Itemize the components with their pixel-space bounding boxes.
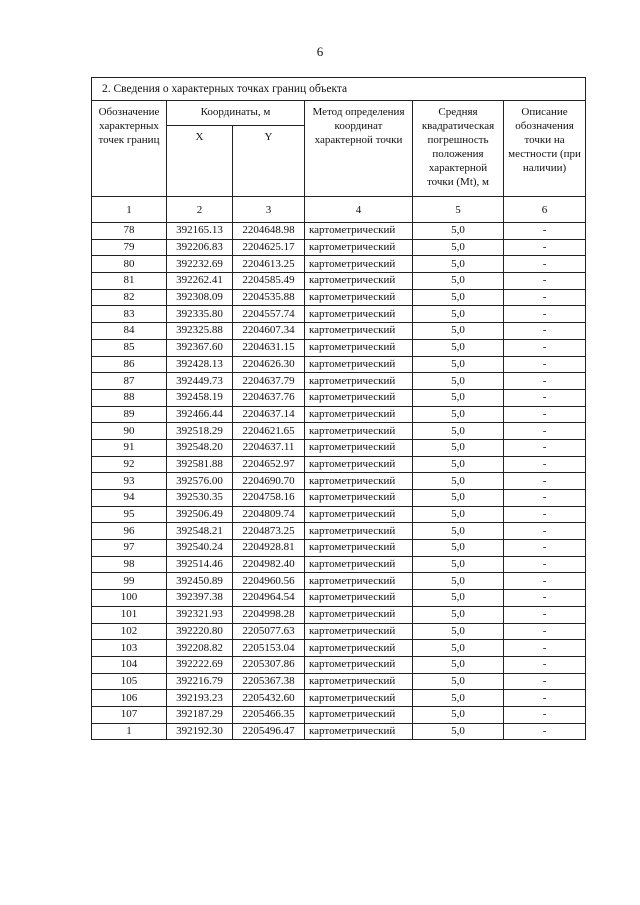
x-coordinate-cell: 392335.80 xyxy=(167,306,233,323)
point-number-cell: 98 xyxy=(92,556,167,573)
description-cell: - xyxy=(504,306,586,323)
error-cell: 5,0 xyxy=(413,356,504,373)
error-cell: 5,0 xyxy=(413,590,504,607)
error-cell: 5,0 xyxy=(413,556,504,573)
x-coordinate-cell: 392576.00 xyxy=(167,473,233,490)
description-cell: - xyxy=(504,523,586,540)
description-cell: - xyxy=(504,723,586,740)
y-coordinate-cell: 2204621.65 xyxy=(233,423,305,440)
description-cell: - xyxy=(504,490,586,507)
point-number-cell: 107 xyxy=(92,706,167,723)
y-coordinate-cell: 2204648.98 xyxy=(233,223,305,240)
description-cell: - xyxy=(504,606,586,623)
error-cell: 5,0 xyxy=(413,540,504,557)
point-number-cell: 99 xyxy=(92,573,167,590)
x-coordinate-cell: 392581.88 xyxy=(167,456,233,473)
method-cell: картометрический xyxy=(305,256,413,273)
method-cell: картометрический xyxy=(305,456,413,473)
method-cell: картометрический xyxy=(305,273,413,290)
table-row xyxy=(92,640,586,657)
y-coordinate-cell: 2204998.28 xyxy=(233,606,305,623)
point-number-cell: 83 xyxy=(92,306,167,323)
table-row xyxy=(92,406,586,423)
error-cell: 5,0 xyxy=(413,606,504,623)
error-cell: 5,0 xyxy=(413,439,504,456)
error-cell: 5,0 xyxy=(413,523,504,540)
method-cell: картометрический xyxy=(305,690,413,707)
y-coordinate-cell: 2205496.47 xyxy=(233,723,305,740)
section-title-row xyxy=(92,78,586,101)
x-coordinate-cell: 392321.93 xyxy=(167,606,233,623)
point-number-cell: 90 xyxy=(92,423,167,440)
error-cell: 5,0 xyxy=(413,423,504,440)
method-cell: картометрический xyxy=(305,289,413,306)
description-cell: - xyxy=(504,273,586,290)
x-coordinate-cell: 392187.29 xyxy=(167,706,233,723)
table-row xyxy=(92,573,586,590)
x-coordinate-cell: 392193.23 xyxy=(167,690,233,707)
x-coordinate-cell: 392530.35 xyxy=(167,490,233,507)
header-y: Y xyxy=(233,126,305,197)
column-number: 4 xyxy=(305,197,413,223)
table-row xyxy=(92,673,586,690)
method-cell: картометрический xyxy=(305,439,413,456)
point-number-cell: 86 xyxy=(92,356,167,373)
error-cell: 5,0 xyxy=(413,256,504,273)
method-cell: картометрический xyxy=(305,339,413,356)
table-row xyxy=(92,339,586,356)
method-cell: картометрический xyxy=(305,523,413,540)
y-coordinate-cell: 2204637.14 xyxy=(233,406,305,423)
description-cell: - xyxy=(504,556,586,573)
table-row xyxy=(92,723,586,740)
table-row xyxy=(92,256,586,273)
x-coordinate-cell: 392232.69 xyxy=(167,256,233,273)
error-cell: 5,0 xyxy=(413,623,504,640)
y-coordinate-cell: 2204535.88 xyxy=(233,289,305,306)
method-cell: картометрический xyxy=(305,223,413,240)
y-coordinate-cell: 2204928.81 xyxy=(233,540,305,557)
table-row xyxy=(92,306,586,323)
method-cell: картометрический xyxy=(305,656,413,673)
point-number-cell: 103 xyxy=(92,640,167,657)
table-row xyxy=(92,706,586,723)
error-cell: 5,0 xyxy=(413,573,504,590)
x-coordinate-cell: 392222.69 xyxy=(167,656,233,673)
error-cell: 5,0 xyxy=(413,473,504,490)
point-number-cell: 1 xyxy=(92,723,167,740)
description-cell: - xyxy=(504,590,586,607)
table-row xyxy=(92,439,586,456)
method-cell: картометрический xyxy=(305,406,413,423)
table-row xyxy=(92,456,586,473)
method-cell: картометрический xyxy=(305,540,413,557)
point-number-cell: 93 xyxy=(92,473,167,490)
y-coordinate-cell: 2204982.40 xyxy=(233,556,305,573)
point-number-cell: 81 xyxy=(92,273,167,290)
column-number: 6 xyxy=(504,197,586,223)
description-cell: - xyxy=(504,540,586,557)
point-number-cell: 82 xyxy=(92,289,167,306)
table-row xyxy=(92,490,586,507)
description-cell: - xyxy=(504,423,586,440)
error-cell: 5,0 xyxy=(413,239,504,256)
y-coordinate-cell: 2204637.76 xyxy=(233,389,305,406)
method-cell: картометрический xyxy=(305,723,413,740)
section-title: 2. Сведения о характерных точках границ объекта xyxy=(92,78,586,101)
point-number-cell: 94 xyxy=(92,490,167,507)
description-cell: - xyxy=(504,289,586,306)
table-row xyxy=(92,373,586,390)
point-number-cell: 100 xyxy=(92,590,167,607)
error-cell: 5,0 xyxy=(413,640,504,657)
description-cell: - xyxy=(504,323,586,340)
header-x: X xyxy=(167,126,233,197)
x-coordinate-cell: 392514.46 xyxy=(167,556,233,573)
description-cell: - xyxy=(504,706,586,723)
description-cell: - xyxy=(504,256,586,273)
x-coordinate-cell: 392216.79 xyxy=(167,673,233,690)
error-cell: 5,0 xyxy=(413,373,504,390)
table-row xyxy=(92,556,586,573)
table-row xyxy=(92,223,586,240)
description-cell: - xyxy=(504,439,586,456)
error-cell: 5,0 xyxy=(413,506,504,523)
y-coordinate-cell: 2204637.79 xyxy=(233,373,305,390)
description-cell: - xyxy=(504,473,586,490)
point-number-cell: 96 xyxy=(92,523,167,540)
point-number-cell: 91 xyxy=(92,439,167,456)
description-cell: - xyxy=(504,506,586,523)
error-cell: 5,0 xyxy=(413,673,504,690)
description-cell: - xyxy=(504,239,586,256)
point-number-cell: 101 xyxy=(92,606,167,623)
description-cell: - xyxy=(504,673,586,690)
method-cell: картометрический xyxy=(305,473,413,490)
table-row xyxy=(92,690,586,707)
point-number-cell: 104 xyxy=(92,656,167,673)
method-cell: картометрический xyxy=(305,239,413,256)
point-number-cell: 78 xyxy=(92,223,167,240)
y-coordinate-cell: 2204873.25 xyxy=(233,523,305,540)
table-row xyxy=(92,523,586,540)
y-coordinate-cell: 2204607.34 xyxy=(233,323,305,340)
point-number-cell: 80 xyxy=(92,256,167,273)
table-row xyxy=(92,473,586,490)
error-cell: 5,0 xyxy=(413,656,504,673)
error-cell: 5,0 xyxy=(413,490,504,507)
description-cell: - xyxy=(504,640,586,657)
error-cell: 5,0 xyxy=(413,690,504,707)
x-coordinate-cell: 392458.19 xyxy=(167,389,233,406)
column-number: 2 xyxy=(167,197,233,223)
description-cell: - xyxy=(504,573,586,590)
method-cell: картометрический xyxy=(305,556,413,573)
description-cell: - xyxy=(504,690,586,707)
error-cell: 5,0 xyxy=(413,456,504,473)
x-coordinate-cell: 392397.38 xyxy=(167,590,233,607)
x-coordinate-cell: 392208.82 xyxy=(167,640,233,657)
error-cell: 5,0 xyxy=(413,406,504,423)
y-coordinate-cell: 2204626.30 xyxy=(233,356,305,373)
method-cell: картометрический xyxy=(305,623,413,640)
point-number-cell: 95 xyxy=(92,506,167,523)
column-number: 5 xyxy=(413,197,504,223)
table-row xyxy=(92,540,586,557)
point-number-cell: 92 xyxy=(92,456,167,473)
point-number-cell: 97 xyxy=(92,540,167,557)
x-coordinate-cell: 392262.41 xyxy=(167,273,233,290)
y-coordinate-cell: 2205432.60 xyxy=(233,690,305,707)
table-row xyxy=(92,590,586,607)
x-coordinate-cell: 392220.80 xyxy=(167,623,233,640)
method-cell: картометрический xyxy=(305,389,413,406)
table-row xyxy=(92,506,586,523)
error-cell: 5,0 xyxy=(413,389,504,406)
point-number-cell: 102 xyxy=(92,623,167,640)
description-cell: - xyxy=(504,223,586,240)
table-row xyxy=(92,606,586,623)
error-cell: 5,0 xyxy=(413,723,504,740)
y-coordinate-cell: 2204557.74 xyxy=(233,306,305,323)
table-row xyxy=(92,389,586,406)
column-number: 1 xyxy=(92,197,167,223)
point-number-cell: 85 xyxy=(92,339,167,356)
error-cell: 5,0 xyxy=(413,306,504,323)
y-coordinate-cell: 2205367.38 xyxy=(233,673,305,690)
x-coordinate-cell: 392308.09 xyxy=(167,289,233,306)
table-row xyxy=(92,623,586,640)
error-cell: 5,0 xyxy=(413,289,504,306)
table-row xyxy=(92,323,586,340)
table-row xyxy=(92,356,586,373)
description-cell: - xyxy=(504,456,586,473)
x-coordinate-cell: 392540.24 xyxy=(167,540,233,557)
description-cell: - xyxy=(504,656,586,673)
error-cell: 5,0 xyxy=(413,223,504,240)
y-coordinate-cell: 2204625.17 xyxy=(233,239,305,256)
y-coordinate-cell: 2204960.56 xyxy=(233,573,305,590)
method-cell: картометрический xyxy=(305,306,413,323)
header-designation: Обозначение характерных точек границ xyxy=(92,101,167,197)
x-coordinate-cell: 392518.29 xyxy=(167,423,233,440)
method-cell: картометрический xyxy=(305,590,413,607)
table-row xyxy=(92,273,586,290)
table-row xyxy=(92,289,586,306)
x-coordinate-cell: 392165.13 xyxy=(167,223,233,240)
column-number: 3 xyxy=(233,197,305,223)
x-coordinate-cell: 392548.21 xyxy=(167,523,233,540)
method-cell: картометрический xyxy=(305,373,413,390)
method-cell: картометрический xyxy=(305,706,413,723)
y-coordinate-cell: 2204637.11 xyxy=(233,439,305,456)
table-row xyxy=(92,239,586,256)
method-cell: картометрический xyxy=(305,573,413,590)
description-cell: - xyxy=(504,356,586,373)
point-number-cell: 106 xyxy=(92,690,167,707)
header-method: Метод определения координат характерной точки xyxy=(305,101,413,197)
point-number-cell: 88 xyxy=(92,389,167,406)
method-cell: картометрический xyxy=(305,606,413,623)
description-cell: - xyxy=(504,389,586,406)
y-coordinate-cell: 2204585.49 xyxy=(233,273,305,290)
y-coordinate-cell: 2205077.63 xyxy=(233,623,305,640)
y-coordinate-cell: 2204631.15 xyxy=(233,339,305,356)
x-coordinate-cell: 392449.73 xyxy=(167,373,233,390)
method-cell: картометрический xyxy=(305,640,413,657)
method-cell: картометрический xyxy=(305,323,413,340)
y-coordinate-cell: 2205153.04 xyxy=(233,640,305,657)
y-coordinate-cell: 2204613.25 xyxy=(233,256,305,273)
x-coordinate-cell: 392450.89 xyxy=(167,573,233,590)
x-coordinate-cell: 392548.20 xyxy=(167,439,233,456)
header-row-top xyxy=(92,101,586,126)
x-coordinate-cell: 392466.44 xyxy=(167,406,233,423)
header-error: Средняя квадратическая погрешность положения характерной точки (Mt), м xyxy=(413,101,504,197)
method-cell: картометрический xyxy=(305,490,413,507)
y-coordinate-cell: 2204964.54 xyxy=(233,590,305,607)
table-row xyxy=(92,656,586,673)
description-cell: - xyxy=(504,406,586,423)
description-cell: - xyxy=(504,339,586,356)
x-coordinate-cell: 392325.88 xyxy=(167,323,233,340)
page-number: 6 xyxy=(316,44,324,59)
y-coordinate-cell: 2205466.35 xyxy=(233,706,305,723)
error-cell: 5,0 xyxy=(413,339,504,356)
point-number-cell: 89 xyxy=(92,406,167,423)
point-number-cell: 105 xyxy=(92,673,167,690)
method-cell: картометрический xyxy=(305,506,413,523)
y-coordinate-cell: 2204652.97 xyxy=(233,456,305,473)
y-coordinate-cell: 2204690.70 xyxy=(233,473,305,490)
point-number-cell: 87 xyxy=(92,373,167,390)
x-coordinate-cell: 392428.13 xyxy=(167,356,233,373)
description-cell: - xyxy=(504,623,586,640)
column-number-row xyxy=(92,197,586,223)
x-coordinate-cell: 392192.30 xyxy=(167,723,233,740)
y-coordinate-cell: 2204809.74 xyxy=(233,506,305,523)
x-coordinate-cell: 392506.49 xyxy=(167,506,233,523)
header-coordinates: Координаты, м xyxy=(167,101,305,126)
x-coordinate-cell: 392206.83 xyxy=(167,239,233,256)
method-cell: картометрический xyxy=(305,673,413,690)
x-coordinate-cell: 392367.60 xyxy=(167,339,233,356)
y-coordinate-cell: 2205307.86 xyxy=(233,656,305,673)
error-cell: 5,0 xyxy=(413,323,504,340)
method-cell: картометрический xyxy=(305,423,413,440)
point-number-cell: 79 xyxy=(92,239,167,256)
description-cell: - xyxy=(504,373,586,390)
error-cell: 5,0 xyxy=(413,706,504,723)
table-row xyxy=(92,423,586,440)
y-coordinate-cell: 2204758.16 xyxy=(233,490,305,507)
header-description: Описание обозначения точки на местности (при наличии) xyxy=(504,101,586,197)
point-number-cell: 84 xyxy=(92,323,167,340)
error-cell: 5,0 xyxy=(413,273,504,290)
method-cell: картометрический xyxy=(305,356,413,373)
characteristic-points-table xyxy=(91,77,586,740)
